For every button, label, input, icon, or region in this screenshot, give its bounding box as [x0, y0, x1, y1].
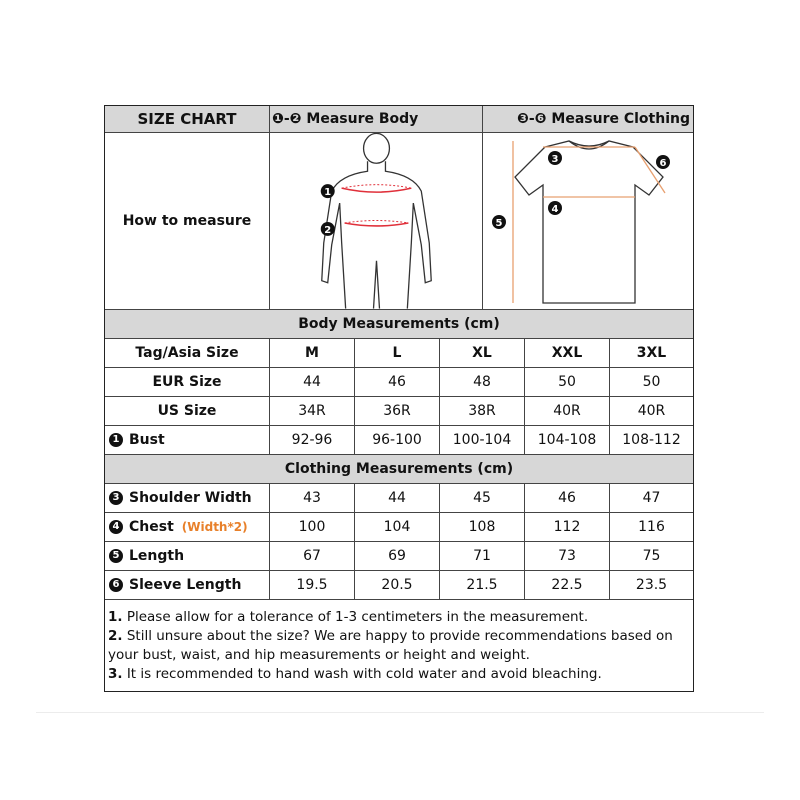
table-cell: 34R	[270, 397, 355, 425]
table-cell: 46	[355, 368, 440, 396]
table-row	[105, 542, 693, 571]
sleeve-length-label-cell	[105, 571, 270, 599]
shoulder-width-label-cell	[105, 484, 270, 512]
tshirt-outline-icon	[483, 133, 693, 310]
note-item: 1. Please allow for a tolerance of 1-3 centimeters in the measurement.	[108, 609, 589, 625]
table-row	[105, 484, 693, 513]
table-cell: 100	[270, 513, 355, 541]
table-row	[105, 571, 693, 600]
table-row	[105, 426, 693, 455]
marker-3-icon: 3	[109, 491, 123, 505]
care-notes	[105, 600, 693, 692]
svg-text:5: 5	[495, 217, 503, 229]
tag-asia-size-label: Tag/Asia Size	[105, 339, 270, 367]
chart-header-row	[105, 106, 693, 133]
table-cell: 48	[440, 368, 525, 396]
clothing-measurements-band	[105, 455, 693, 484]
table-cell: 44	[270, 368, 355, 396]
table-cell: 100-104	[440, 426, 525, 454]
chest-label-cell	[105, 513, 270, 541]
sleeve-length-label: Sleeve Length	[129, 577, 242, 593]
table-cell: 108	[440, 513, 525, 541]
bust-label-cell	[105, 426, 270, 454]
size-chart-title: SIZE CHART	[105, 106, 270, 132]
table-cell: 71	[440, 542, 525, 570]
bust-label: Bust	[129, 432, 165, 448]
table-cell: 43	[270, 484, 355, 512]
svg-text:1: 1	[324, 186, 332, 198]
chest-width-hint: (Width*2)	[181, 520, 248, 534]
table-cell: 50	[642, 374, 661, 390]
marker-4-icon: 4	[109, 520, 123, 534]
measure-body-heading: ❶-❷ Measure Body	[270, 106, 483, 132]
table-cell: 20.5	[355, 571, 440, 599]
marker-5-icon: 5	[109, 549, 123, 563]
table-cell: 69	[355, 542, 440, 570]
size-3xl: 3XL	[636, 345, 667, 361]
table-cell: 104	[355, 513, 440, 541]
us-size-label: US Size	[105, 397, 270, 425]
table-cell: 36R	[355, 397, 440, 425]
body-measurements-band	[105, 310, 693, 339]
note-item: 3. It is recommended to hand wash with cold water and avoid bleaching.	[108, 666, 602, 682]
table-cell: 21.5	[440, 571, 525, 599]
shirt-figure-cell	[483, 133, 693, 309]
table-cell: 40R	[637, 403, 666, 419]
measure-clothing-heading: ❸-❻ Measure Clothing	[517, 111, 690, 127]
svg-text:4: 4	[551, 203, 559, 215]
body-figure-cell	[270, 133, 483, 309]
table-cell: 46	[525, 484, 610, 512]
table-cell: 45	[440, 484, 525, 512]
how-to-measure-row	[105, 133, 693, 310]
size-header-row	[105, 339, 693, 368]
table-cell: 104-108	[525, 426, 610, 454]
table-cell: 19.5	[270, 571, 355, 599]
table-cell: 38R	[440, 397, 525, 425]
table-cell: 73	[525, 542, 610, 570]
note-item: 2. Still unsure about the size? We are happy to provide recommendations based on your bust, waist, and hip measurements or height and weight.	[108, 628, 673, 663]
table-cell: 112	[525, 513, 610, 541]
table-cell: 92-96	[270, 426, 355, 454]
shoulder-width-label: Shoulder Width	[129, 490, 252, 506]
chest-label: Chest	[129, 519, 174, 535]
svg-text:6: 6	[659, 157, 667, 169]
table-cell: 67	[270, 542, 355, 570]
table-cell: 96-100	[355, 426, 440, 454]
table-cell: 116	[638, 519, 665, 535]
svg-text:3: 3	[551, 153, 559, 165]
table-cell: 50	[525, 368, 610, 396]
size-xxl: XXL	[525, 339, 610, 367]
body-outline-icon	[270, 133, 482, 310]
table-row	[105, 397, 693, 426]
table-cell: 47	[642, 490, 661, 506]
eur-size-label: EUR Size	[105, 368, 270, 396]
size-xl: XL	[440, 339, 525, 367]
size-m: M	[270, 339, 355, 367]
bottom-divider	[36, 712, 764, 713]
table-cell: 44	[355, 484, 440, 512]
table-cell: 23.5	[635, 577, 668, 593]
how-to-measure-label: How to measure	[105, 133, 270, 309]
length-label: Length	[129, 548, 185, 564]
body-measurements-title: Body Measurements (cm)	[298, 316, 500, 332]
marker-1-icon: 1	[109, 433, 123, 447]
size-l: L	[355, 339, 440, 367]
table-row	[105, 513, 693, 542]
table-cell: 22.5	[525, 571, 610, 599]
svg-text:2: 2	[324, 224, 332, 236]
clothing-measurements-title: Clothing Measurements (cm)	[284, 461, 514, 477]
size-chart-table	[104, 105, 694, 692]
table-cell: 75	[642, 548, 661, 564]
table-row	[105, 368, 693, 397]
marker-6-icon: 6	[109, 578, 123, 592]
length-label-cell	[105, 542, 270, 570]
table-cell: 108-112	[622, 432, 681, 448]
table-cell: 40R	[525, 397, 610, 425]
